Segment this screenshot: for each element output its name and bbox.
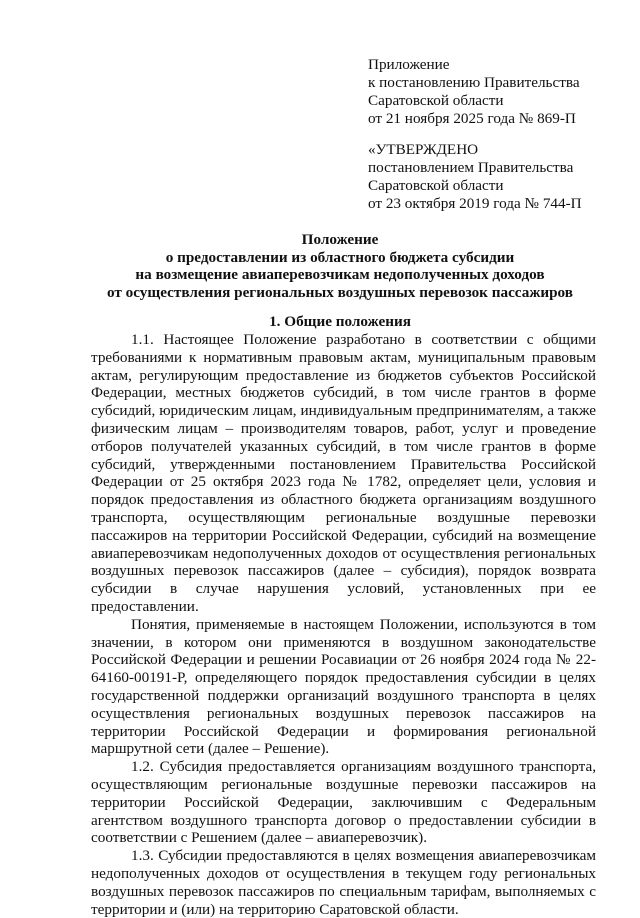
paragraph-1-2: 1.2. Субсидия предоставляется организациям воздушного транспорта, осуществляющим региональные воздушные перевозки пассажиров на территории Российской Федерации, заключившим с Федеральным агентством воздушного транспорта договор о предоставлении субсидии в соответствии с Решением (далее – авиаперевозчик). (91, 758, 596, 847)
paragraph-1-3: 1.3. Субсидии предоставляются в целях возмещения авиаперевозчикам недополученных доходов от осуществления в текущем году региональных воздушных перевозок пассажиров по специальным тарифам, выполняемых с территории и (или) на территорию Саратовской области. (91, 847, 596, 918)
title-line: на возмещение авиаперевозчикам недополученных доходов (135, 266, 545, 284)
appendix-line: Приложение (368, 56, 450, 73)
appendix-line: Саратовской области (368, 92, 504, 109)
approved-line: Саратовской области (368, 177, 504, 194)
section-heading: 1. Общие положения (269, 313, 411, 330)
appendix-line: от 21 ноября 2025 года № 869-П (368, 110, 576, 127)
approved-line: от 23 октября 2019 года № 744-П (368, 195, 582, 212)
appendix-block (368, 56, 630, 128)
section-body (91, 331, 596, 918)
title-line: о предоставлении из областного бюджета субсидии (165, 248, 515, 266)
approved-block (368, 141, 630, 213)
document-title (80, 231, 600, 301)
paragraph-1-1: 1.1. Настоящее Положение разработано в соответствии с общими требованиями к нормативным правовым актам, муниципальным правовым актам, регулирующим предоставление из бюджетов субъектов Российской Федерации, местных бюджетов субсидий, в том числе грантов в форме субсидий, юридическим лицам, индивидуальным предпринимателям, а также физическим лицам – производителям товаров, работ, услуг и проведение отборов получателей указанных субсидий, в том числе грантов в форме субсидий, утвержденными постановлением Правительства Российской Федерации от 25 октября 2023 года № 1782, определяет цели, условия и порядок предоставления из областного бюджета организациям воздушного транспорта, осуществляющим региональные воздушные перевозки пассажиров на территории Российской Федерации, субсидий на возмещение авиаперевозчикам недополученных доходов от осуществления региональных воздушных перевозок пассажиров (далее – субсидия), порядок возврата субсидии в случае нарушения условий, установленных при ее предоставлении. (91, 331, 596, 615)
approved-line: постановлением Правительства (368, 159, 574, 176)
title-line: от осуществления региональных воздушных перевозок пассажиров (107, 283, 573, 301)
approved-line: «УТВЕРЖДЕНО (368, 141, 479, 158)
paragraph-definitions: Понятия, применяемые в настоящем Положении, используются в том значении, в котором они применяются в воздушном законодательстве Российской Федерации и решении Росавиации от 26 ноября 2024 года № 22-64160-00191-Р, определяющего порядок предоставления субсидии в целях государственной поддержки организаций воздушного транспорта в целях осуществления региональных воздушных перевозок пассажиров на территории Российской Федерации и формирования региональной маршрутной сети (далее – Решение). (91, 615, 596, 758)
title-line: Положение (301, 231, 379, 248)
appendix-line: к постановлению Правительства (368, 74, 580, 91)
